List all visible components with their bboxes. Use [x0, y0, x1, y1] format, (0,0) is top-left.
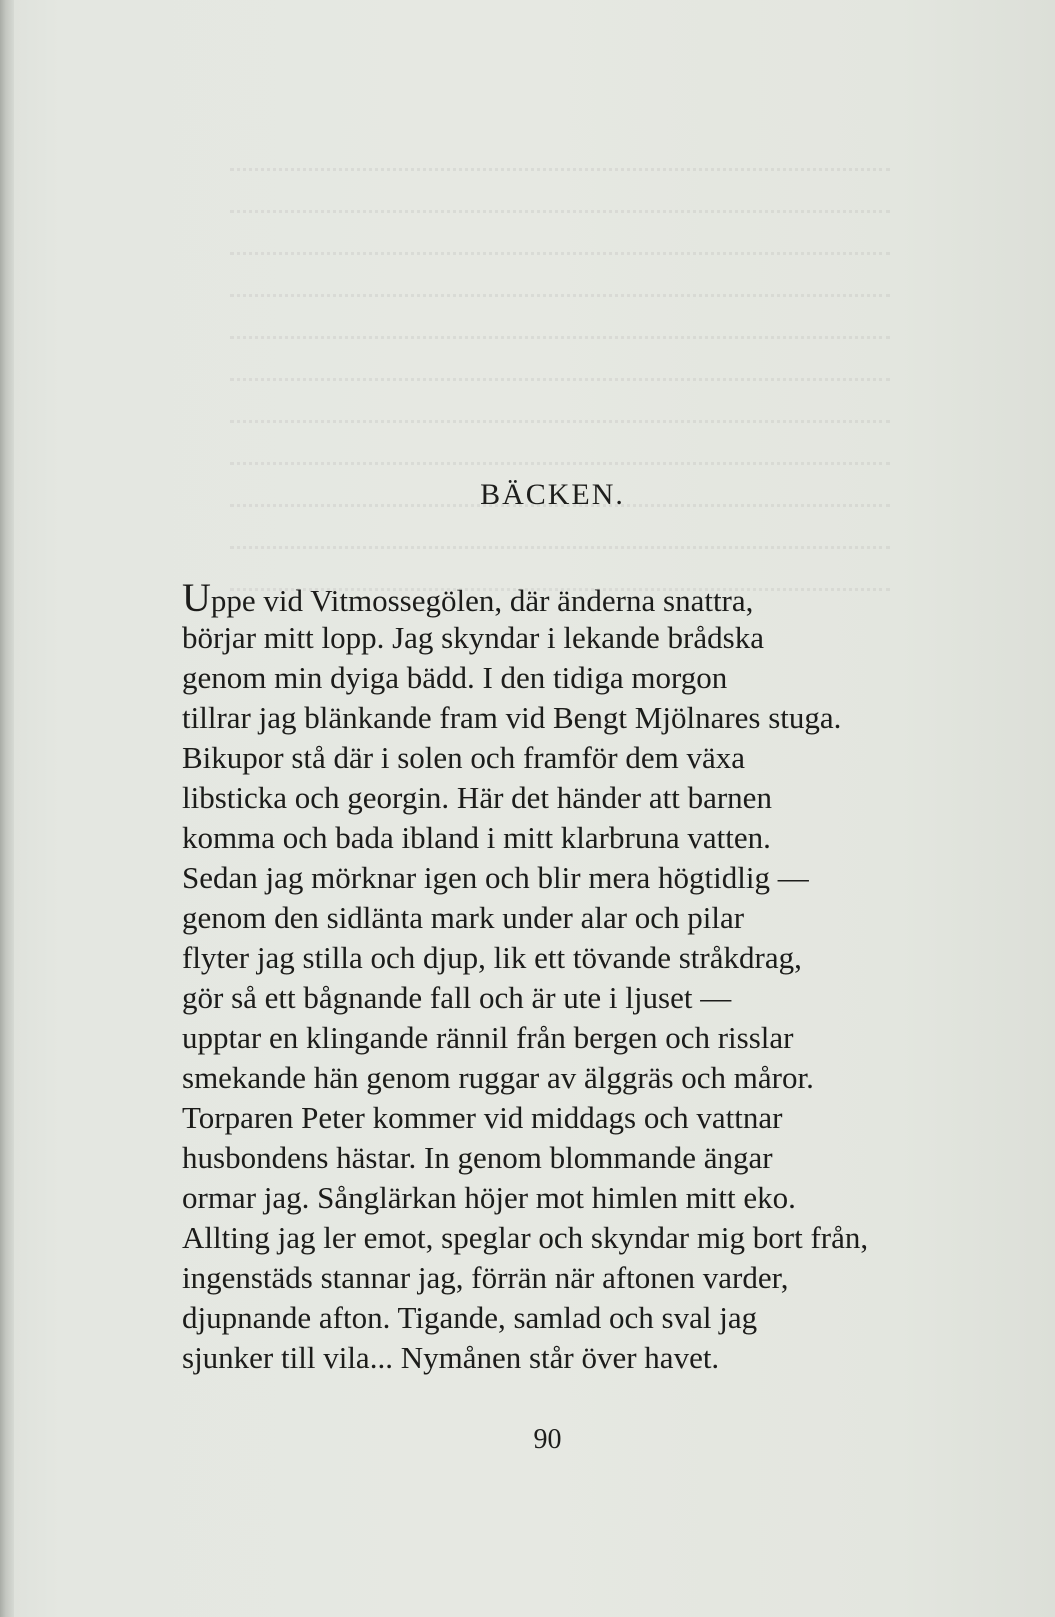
drop-cap: U — [182, 575, 211, 620]
text-line: Bikupor stå där i solen och framför dem växa — [182, 740, 745, 775]
text-line: genom den sidlänta mark under alar och pilar — [182, 900, 745, 935]
text-line: komma och bada ibland i mitt klarbruna vatten. — [182, 820, 771, 855]
poem-text — [182, 575, 942, 1378]
text-line: gör så ett bågnande fall och är ute i ljuset — — [182, 980, 732, 1015]
text-line: husbondens hästar. In genom blommande ängar — [182, 1140, 773, 1175]
text-line: ormar jag. Sånglärkan höjer mot himlen mitt eko. — [182, 1180, 796, 1215]
text-line: flyter jag stilla och djup, lik ett tövande stråkdrag, — [182, 940, 802, 975]
page-number: 90 — [533, 1424, 562, 1455]
page-title: BÄCKEN. — [480, 478, 625, 511]
text-line: tillrar jag blänkande fram vid Bengt Mjölnares stuga. — [182, 700, 842, 735]
text-line: genom min dyiga bädd. I den tidiga morgon — [182, 660, 728, 695]
text-line: upptar en klingande rännil från bergen och risslar — [182, 1020, 794, 1055]
text-line: sjunker till vila... Nymånen står över havet. — [182, 1340, 720, 1375]
text-line: Torparen Peter kommer vid middags och vattnar — [182, 1100, 783, 1135]
page-spine-shadow — [0, 0, 14, 1617]
text-line: libsticka och georgin. Här det händer att barnen — [182, 780, 772, 815]
text-line: börjar mitt lopp. Jag skyndar i lekande brådska — [182, 620, 764, 655]
text-line: Allting jag ler emot, speglar och skyndar mig bort från, — [182, 1220, 869, 1255]
text-line: ingenstäds stannar jag, förrän när aftonen varder, — [182, 1260, 789, 1295]
text-line-content: ppe vid Vitmossegölen, där änderna snattra, — [210, 583, 754, 618]
text-line: Sedan jag mörknar igen och blir mera högtidlig — — [182, 860, 809, 895]
text-line — [182, 575, 942, 620]
text-line: djupnande afton. Tigande, samlad och sval jag — [182, 1300, 758, 1335]
text-line: smekande hän genom ruggar av älggräs och måror. — [182, 1060, 814, 1095]
